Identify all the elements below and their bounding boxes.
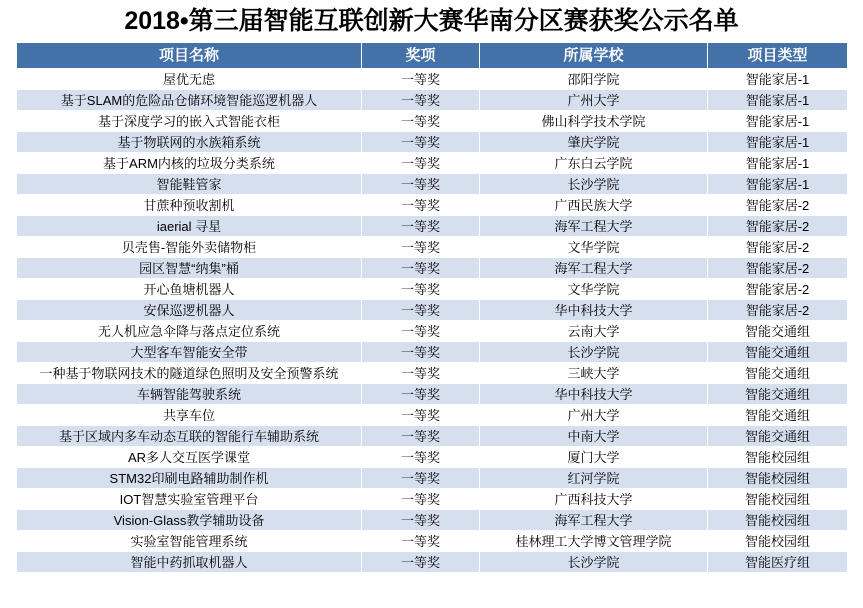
cell-award: 一等奖: [362, 342, 480, 363]
cell-award: 一等奖: [362, 90, 480, 111]
table-row: [17, 384, 848, 405]
column-header-school: 所属学校: [480, 43, 708, 69]
cell-award: 一等奖: [362, 552, 480, 573]
cell-award: 一等奖: [362, 426, 480, 447]
cell-project-name: iaerial 寻星: [17, 216, 362, 237]
cell-award: 一等奖: [362, 405, 480, 426]
cell-project-name: 基于ARM内核的垃圾分类系统: [17, 153, 362, 174]
table-row: [17, 237, 848, 258]
cell-project-name: IOT智慧实验室管理平台: [17, 489, 362, 510]
table-row: [17, 363, 848, 384]
cell-award: 一等奖: [362, 468, 480, 489]
cell-project-type: 智能交通组: [708, 426, 848, 447]
cell-award: 一等奖: [362, 69, 480, 90]
cell-award: 一等奖: [362, 531, 480, 552]
cell-school: 肇庆学院: [480, 132, 708, 153]
table-row: [17, 426, 848, 447]
cell-school: 云南大学: [480, 321, 708, 342]
cell-award: 一等奖: [362, 153, 480, 174]
cell-project-type: 智能家居-1: [708, 90, 848, 111]
cell-school: 文华学院: [480, 279, 708, 300]
cell-school: 厦门大学: [480, 447, 708, 468]
cell-project-name: 基于深度学习的嵌入式智能衣柜: [17, 111, 362, 132]
cell-award: 一等奖: [362, 489, 480, 510]
cell-project-type: 智能家居-2: [708, 216, 848, 237]
cell-project-name: 实验室智能管理系统: [17, 531, 362, 552]
cell-school: 华中科技大学: [480, 384, 708, 405]
cell-award: 一等奖: [362, 195, 480, 216]
cell-project-name: 车辆智能驾驶系统: [17, 384, 362, 405]
cell-award: 一等奖: [362, 384, 480, 405]
cell-project-type: 智能校园组: [708, 489, 848, 510]
cell-project-type: 智能校园组: [708, 447, 848, 468]
table-row: [17, 510, 848, 531]
cell-project-type: 智能交通组: [708, 363, 848, 384]
award-list-table: [16, 42, 848, 573]
cell-project-name: 屋优无虑: [17, 69, 362, 90]
cell-school: 广州大学: [480, 405, 708, 426]
cell-project-type: 智能交通组: [708, 405, 848, 426]
column-header-award: 奖项: [362, 43, 480, 69]
table-row: [17, 174, 848, 195]
cell-project-name: 基于区域内多车动态互联的智能行车辅助系统: [17, 426, 362, 447]
cell-project-type: 智能家居-1: [708, 69, 848, 90]
cell-school: 长沙学院: [480, 174, 708, 195]
cell-project-type: 智能校园组: [708, 468, 848, 489]
cell-project-name: 基于物联网的水族箱系统: [17, 132, 362, 153]
cell-school: 海军工程大学: [480, 216, 708, 237]
cell-project-type: 智能家居-2: [708, 195, 848, 216]
cell-project-type: 智能家居-2: [708, 279, 848, 300]
cell-school: 广州大学: [480, 90, 708, 111]
cell-award: 一等奖: [362, 363, 480, 384]
cell-project-name: 大型客车智能安全带: [17, 342, 362, 363]
table-row: [17, 468, 848, 489]
table-header-row: [17, 43, 848, 69]
cell-project-name: 开心鱼塘机器人: [17, 279, 362, 300]
cell-school: 长沙学院: [480, 552, 708, 573]
table-row: [17, 279, 848, 300]
cell-project-type: 智能家居-1: [708, 132, 848, 153]
cell-project-name: 贝壳售-智能外卖储物柜: [17, 237, 362, 258]
table-row: [17, 153, 848, 174]
table-row: [17, 447, 848, 468]
table-row: [17, 258, 848, 279]
cell-school: 中南大学: [480, 426, 708, 447]
table-row: [17, 321, 848, 342]
cell-project-type: 智能家居-2: [708, 300, 848, 321]
cell-school: 广西科技大学: [480, 489, 708, 510]
cell-award: 一等奖: [362, 258, 480, 279]
cell-project-type: 智能家居-2: [708, 258, 848, 279]
cell-school: 海军工程大学: [480, 510, 708, 531]
cell-award: 一等奖: [362, 300, 480, 321]
cell-project-name: 基于SLAM的危险品仓储环境智能巡逻机器人: [17, 90, 362, 111]
cell-award: 一等奖: [362, 174, 480, 195]
cell-project-name: 一种基于物联网技术的隧道绿色照明及安全预警系统: [17, 363, 362, 384]
cell-project-type: 智能校园组: [708, 510, 848, 531]
cell-award: 一等奖: [362, 216, 480, 237]
column-header-project-name: 项目名称: [17, 43, 362, 69]
table-row: [17, 111, 848, 132]
table-header: [17, 43, 848, 69]
cell-project-type: 智能医疗组: [708, 552, 848, 573]
cell-project-name: 安保巡逻机器人: [17, 300, 362, 321]
cell-school: 长沙学院: [480, 342, 708, 363]
table-body: [17, 69, 848, 573]
table-row: [17, 300, 848, 321]
table-row: [17, 216, 848, 237]
page-title: 2018•第三届智能互联创新大赛华南分区赛获奖公示名单: [124, 7, 739, 35]
cell-award: 一等奖: [362, 132, 480, 153]
cell-project-type: 智能家居-1: [708, 174, 848, 195]
cell-project-name: STM32印刷电路辅助制作机: [17, 468, 362, 489]
cell-school: 桂林理工大学博文管理学院: [480, 531, 708, 552]
cell-project-name: Vision-Glass教学辅助设备: [17, 510, 362, 531]
table-row: [17, 132, 848, 153]
cell-project-name: 智能鞋管家: [17, 174, 362, 195]
cell-school: 邵阳学院: [480, 69, 708, 90]
cell-school: 广东白云学院: [480, 153, 708, 174]
cell-school: 海军工程大学: [480, 258, 708, 279]
cell-award: 一等奖: [362, 510, 480, 531]
cell-project-name: 共享车位: [17, 405, 362, 426]
cell-school: 广西民族大学: [480, 195, 708, 216]
cell-award: 一等奖: [362, 237, 480, 258]
cell-project-type: 智能家居-2: [708, 237, 848, 258]
cell-project-name: AR多人交互医学课堂: [17, 447, 362, 468]
cell-project-type: 智能校园组: [708, 531, 848, 552]
cell-school: 红河学院: [480, 468, 708, 489]
cell-school: 华中科技大学: [480, 300, 708, 321]
cell-project-name: 智能中药抓取机器人: [17, 552, 362, 573]
column-header-project-type: 项目类型: [708, 43, 848, 69]
table-row: [17, 342, 848, 363]
cell-project-name: 甘蔗种预收割机: [17, 195, 362, 216]
table-row: [17, 90, 848, 111]
cell-award: 一等奖: [362, 279, 480, 300]
cell-school: 三峡大学: [480, 363, 708, 384]
cell-award: 一等奖: [362, 447, 480, 468]
cell-project-type: 智能家居-1: [708, 153, 848, 174]
table-row: [17, 69, 848, 90]
cell-award: 一等奖: [362, 321, 480, 342]
cell-project-type: 智能家居-1: [708, 111, 848, 132]
cell-project-name: 无人机应急伞降与落点定位系统: [17, 321, 362, 342]
table-row: [17, 552, 848, 573]
table-row: [17, 195, 848, 216]
cell-school: 文华学院: [480, 237, 708, 258]
cell-project-type: 智能交通组: [708, 342, 848, 363]
cell-award: 一等奖: [362, 111, 480, 132]
table-row: [17, 489, 848, 510]
cell-school: 佛山科学技术学院: [480, 111, 708, 132]
cell-project-name: 园区智慧“纳集”桶: [17, 258, 362, 279]
cell-project-type: 智能交通组: [708, 321, 848, 342]
cell-project-type: 智能交通组: [708, 384, 848, 405]
table-row: [17, 405, 848, 426]
table-row: [17, 531, 848, 552]
